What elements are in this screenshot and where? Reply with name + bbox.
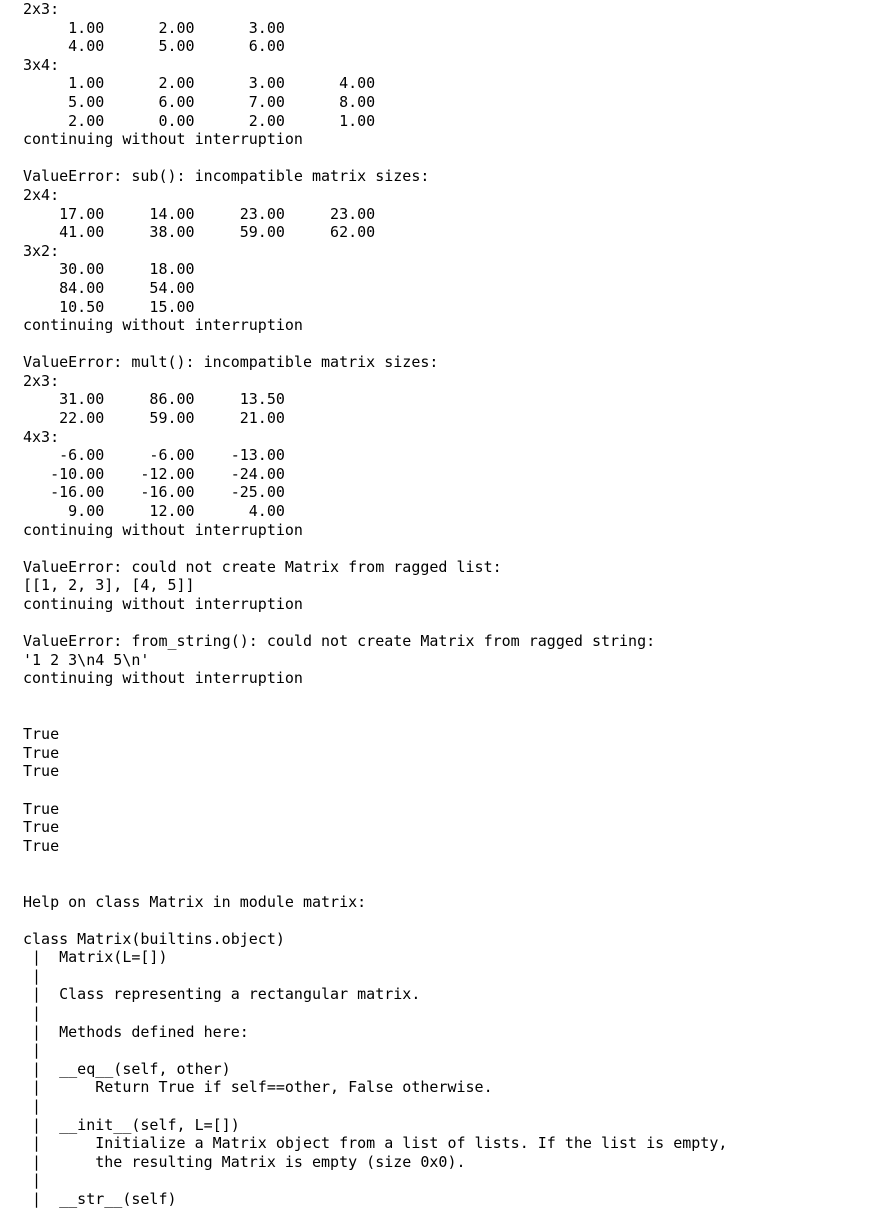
terminal-line: | [23,966,60,985]
terminal-line: | [23,1097,60,1116]
terminal-line: | __init__(self, L=[]) [23,1115,240,1134]
terminal-line: ValueError: could not create Matrix from ragged list: [23,557,502,576]
terminal-line: | Initialize a Matrix object from a list of lists. If the list is empty, [23,1134,728,1153]
terminal-line: continuing without interruption [23,520,303,539]
terminal-line: 3x2: [23,241,60,260]
terminal-line: 2x3: [23,371,60,390]
terminal-line: 22.00 59.00 21.00 [23,409,285,428]
terminal-line: 9.00 12.00 4.00 [23,502,285,521]
terminal-line: True [23,725,60,744]
terminal-line: | [23,1004,60,1023]
terminal-line: '1 2 3\n4 5\n' [23,650,150,669]
terminal-line: continuing without interruption [23,316,303,335]
terminal-line: -6.00 -6.00 -13.00 [23,446,285,465]
terminal-line: -16.00 -16.00 -25.00 [23,483,285,502]
terminal-line: continuing without interruption [23,130,303,149]
terminal-line: 1.00 2.00 3.00 4.00 [23,74,376,93]
terminal-line: -10.00 -12.00 -24.00 [23,464,285,483]
terminal-line: 3x4: [23,55,60,74]
terminal-line: 5.00 6.00 7.00 8.00 [23,92,376,111]
terminal-line [23,874,727,893]
terminal-line: True [23,818,60,837]
terminal-line: | Methods defined here: [23,1022,249,1041]
terminal-line: | [23,1041,60,1060]
terminal-line: class Matrix(builtins.object) [23,929,285,948]
terminal-line: continuing without interruption [23,669,303,688]
terminal-line: | __eq__(self, other) [23,1059,231,1078]
terminal-line: 84.00 54.00 [23,278,195,297]
terminal-line: continuing without interruption [23,595,303,613]
terminal-line [23,707,727,726]
terminal-line [23,855,727,874]
terminal-line: | the resulting Matrix is empty (size 0x0). [23,1152,466,1171]
terminal-line: | __str__(self) [23,1190,177,1208]
terminal-line [23,781,727,800]
terminal-line: | Return True if self==other, False otherwise. [23,1078,493,1097]
terminal-line: True [23,762,60,781]
terminal-line: 10.50 15.00 [23,297,195,316]
terminal-line: 41.00 38.00 59.00 62.00 [23,223,376,242]
terminal-line: 2x4: [23,185,60,204]
terminal-line [23,335,727,354]
terminal-line: 17.00 14.00 23.00 23.00 [23,204,376,223]
terminal-line: True [23,743,60,762]
terminal-line: ValueError: from_string(): could not create Matrix from ragged string: [23,632,656,651]
terminal-line [23,688,727,707]
terminal-line: | Matrix(L=[]) [23,948,168,967]
terminal-line: | Class representing a rectangular matrix. [23,985,421,1004]
terminal-line: 2x3: [23,0,60,18]
terminal-line [23,149,727,168]
terminal-line: 2.00 0.00 2.00 1.00 [23,111,376,130]
terminal-output [23,0,727,1209]
terminal-line: 1.00 2.00 3.00 [23,18,285,37]
terminal-line: 30.00 18.00 [23,260,195,279]
terminal-line: True [23,836,60,855]
terminal-line: ValueError: mult(): incompatible matrix sizes: [23,353,439,372]
terminal-line: ValueError: sub(): incompatible matrix sizes: [23,167,430,186]
terminal-line: True [23,799,60,818]
terminal-line: 4.00 5.00 6.00 [23,37,285,56]
terminal-line: Help on class Matrix in module matrix: [23,892,367,911]
terminal-line: | [23,1171,60,1190]
terminal-line: [[1, 2, 3], [4, 5]] [23,576,195,595]
terminal-line [23,911,727,930]
terminal-line: 31.00 86.00 13.50 [23,390,285,409]
terminal-line: 4x3: [23,427,60,446]
terminal-line [23,539,727,558]
terminal-line [23,614,727,633]
